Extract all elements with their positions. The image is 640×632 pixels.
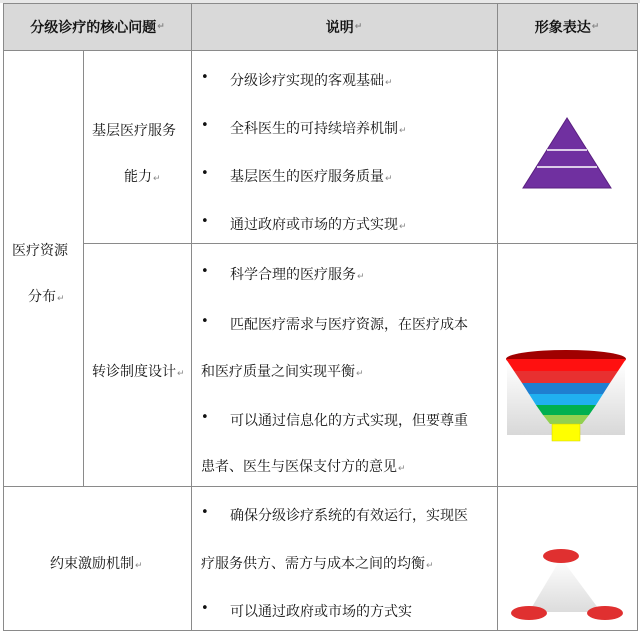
header-description-label: 说明 [325,20,354,36]
header-issue: 分级诊疗的核心问题 ↵ [4,4,191,50]
resource-distribution-line1: 医疗资源 [12,243,68,259]
referral-system-design: 转诊制度设计↵ [92,364,185,380]
resource-distribution-line2: 分布↵ [28,289,65,305]
col2-rule [191,4,192,630]
funnel-icon [497,243,637,483]
header-visual: 形象表达 ↵ [497,4,637,50]
col1-rule-upper [83,50,84,486]
header-visual-label: 形象表达 [534,20,591,36]
triangle-network-icon [497,486,637,631]
core-issues-table: 分级诊疗的核心问题 ↵ 说明 ↵ 形象表达 ↵ 医疗资源 分布↵ 基层医疗服务 能力↵ 转诊制度设计↵ 约束激励机制↵ • 分级诊疗实现的客观基础↵ • 全科医生的可持续培养机制↵ • 基层医生的医疗服务质量↵ • 通过政府或市场的方式实现↵ • 科学合理的医疗服务↵ • 匹配医疗需求与医疗资源，在医疗成本 和医疗质量之间实现平衡↵ • 可以通过信息化的方式实现，但要尊重 患者、医生与医保支付方的意见↵ • 确保分级诊疗系统的有效运行，实现医 疗服务供方、需方与成本之间的均衡↵ • 可以通过政府或市场的方式实 [3,3,638,631]
pyramid-icon [497,50,637,250]
primary-care-capacity-line1: 基层医疗服务 [92,123,176,139]
header-issue-label: 分级诊疗的核心问题 [30,20,157,36]
header-description: 说明 ↵ [191,4,497,50]
primary-care-capacity-line2: 能力↵ [124,169,161,185]
constraint-incentive-mechanism: 约束激励机制↵ [50,556,143,572]
